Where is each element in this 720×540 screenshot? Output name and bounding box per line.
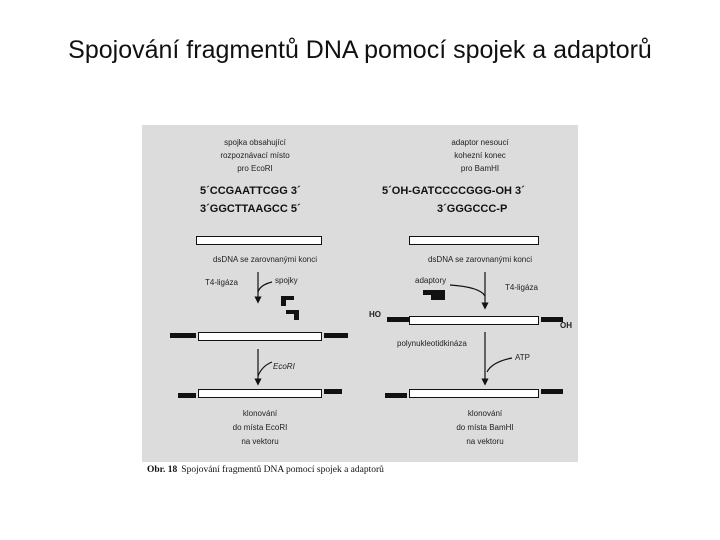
left-sequence-top: 5´CCGAATTCGG 3´ xyxy=(200,185,301,197)
left-linkers-label: spojky xyxy=(275,276,298,285)
right-kinase-label: polynukleotidkináza xyxy=(397,339,467,348)
left-heading-line-2: rozpoznávací místo xyxy=(220,151,290,160)
right-sequence-top: 5´OH-GATCCCCGGG-OH 3´ xyxy=(382,185,525,197)
left-cloning-line-3: na vektoru xyxy=(241,437,279,446)
caption-text: Spojování fragmentů DNA pomocí spojek a adaptorů xyxy=(181,465,384,475)
left-ligase-label: T4-ligáza xyxy=(205,278,238,287)
right-oh-label: OH xyxy=(560,321,572,330)
right-dsdna-label: dsDNA se zarovnanými konci xyxy=(427,255,533,264)
slide-title: Spojování fragmentů DNA pomocí spojek a adaptorů xyxy=(68,36,652,64)
right-atp-arrow xyxy=(487,358,512,372)
caption-label: Obr. 18 xyxy=(147,465,178,475)
right-cloning-line-1: klonování xyxy=(467,409,503,418)
left-linker-input-arrow xyxy=(258,282,272,292)
right-atp-label: ATP xyxy=(515,353,530,362)
left-heading-line-1: spojka obsahující xyxy=(224,138,286,147)
left-ecori-side-arrow xyxy=(258,362,272,376)
right-adaptor-input-arrow xyxy=(450,285,485,296)
left-heading-line-3: pro EcoRI xyxy=(237,164,273,173)
right-ho-label: HO xyxy=(369,310,381,319)
right-sequence-bottom: 3´GGGCCC-P xyxy=(437,203,508,215)
right-cloning-line-3: na vektoru xyxy=(466,437,504,446)
left-enzyme-label: EcoRI xyxy=(273,362,295,371)
left-sequence-bottom: 3´GGCTTAAGCC 5´ xyxy=(200,203,301,215)
left-cloning-line-2: do místa EcoRI xyxy=(232,423,288,432)
left-dsdna-label: dsDNA se zarovnanými konci xyxy=(212,255,318,264)
figure-caption xyxy=(147,465,384,475)
left-cloning-line-1: klonování xyxy=(242,409,278,418)
right-heading-line-3: pro BamHI xyxy=(460,164,500,173)
right-heading-line-2: kohezní konec xyxy=(454,151,506,160)
right-heading-line-1: adaptor nesoucí xyxy=(451,138,509,147)
right-cloning-line-2: do místa BamHI xyxy=(456,423,514,432)
right-adaptors-label: adaptory xyxy=(415,276,447,285)
right-ligase-label: T4-ligáza xyxy=(505,283,538,292)
